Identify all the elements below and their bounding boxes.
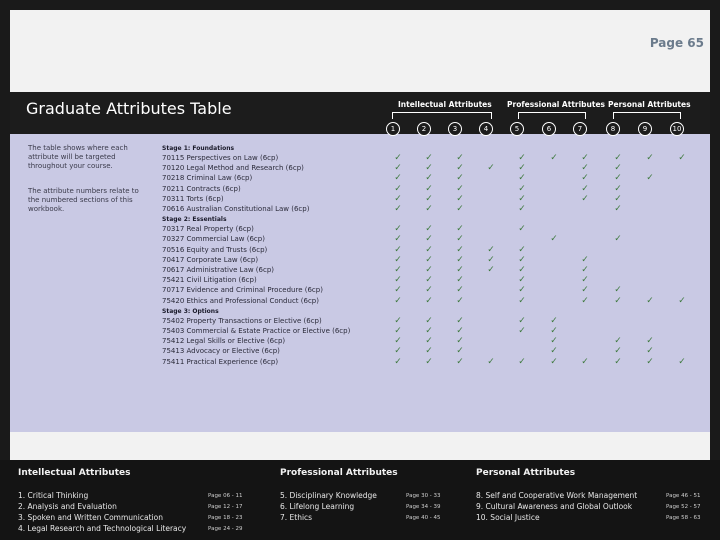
checkmark-icon: ✓	[581, 153, 589, 163]
course-label: 70417 Corporate Law (6cp)	[162, 255, 259, 264]
course-label: 75421 Civil Litigation (6cp)	[162, 276, 257, 285]
legend-heading-professional: Professional Attributes	[280, 468, 398, 478]
checkmark-icon: ✓	[425, 204, 433, 214]
checkmark-icon: ✓	[614, 183, 622, 194]
checkmark-icon: ✓	[425, 315, 433, 326]
course-label: 70120 Legal Method and Research (6cp)	[162, 164, 304, 173]
checkmark-icon: ✓	[394, 193, 402, 204]
checkmark-icon: ✓	[646, 153, 654, 163]
attribute-number-2: 2	[417, 122, 431, 136]
attribute-number-6: 6	[542, 122, 556, 136]
checkmark-icon: ✓	[518, 193, 526, 204]
checkmark-icon: ✓	[518, 183, 526, 194]
checkmark-icon: ✓	[614, 346, 622, 357]
intro-paragraph: The table shows where each attribute will be targeted throughout your course.	[28, 144, 128, 170]
checkmark-icon: ✓	[456, 183, 464, 194]
attributes-legend	[0, 460, 720, 540]
checkmark-icon: ✓	[425, 183, 433, 194]
course-label: 70327 Commercial Law (6cp)	[162, 235, 265, 244]
course-label: 75411 Practical Experience (6cp)	[162, 357, 279, 366]
checkmark-icon: ✓	[394, 173, 402, 184]
table-row	[162, 297, 692, 307]
stage-heading: Stage 1: Foundations	[162, 145, 235, 152]
attributes-table	[10, 92, 710, 432]
course-label: 70218 Criminal Law (6cp)	[162, 174, 253, 183]
legend-item: 7. Ethics	[280, 513, 313, 522]
group-bracket-professional	[518, 112, 586, 119]
legend-page-range: Page 30 - 33	[406, 493, 441, 499]
table-row	[162, 358, 692, 368]
course-label: 70311 Torts (6cp)	[162, 194, 224, 203]
checkmark-icon: ✓	[456, 173, 464, 184]
checkmark-icon: ✓	[581, 183, 589, 194]
checkmark-icon: ✓	[456, 234, 464, 245]
course-label: 70617 Administrative Law (6cp)	[162, 266, 275, 274]
checkmark-icon: ✓	[581, 356, 589, 367]
course-label: 75402 Property Transactions or Elective (6cp)	[162, 316, 322, 325]
checkmark-icon: ✓	[581, 254, 589, 265]
checkmark-icon: ✓	[487, 244, 495, 255]
table-header	[10, 92, 710, 134]
checkmark-icon: ✓	[678, 153, 686, 163]
legend-heading-intellectual: Intellectual Attributes	[18, 468, 131, 478]
checkmark-icon: ✓	[487, 356, 495, 367]
course-label: 70115 Perspectives on Law (6cp)	[162, 154, 279, 162]
attribute-number-8: 8	[606, 122, 620, 136]
checkmark-icon: ✓	[614, 153, 622, 163]
checkmark-icon: ✓	[614, 163, 622, 174]
checkmark-icon: ✓	[518, 285, 526, 296]
checkmark-icon: ✓	[646, 295, 654, 306]
checkmark-icon: ✓	[646, 346, 654, 357]
checkmark-icon: ✓	[550, 315, 558, 326]
group-bracket-personal	[613, 112, 681, 119]
checkmark-icon: ✓	[456, 204, 464, 214]
course-label: 70211 Contracts (6cp)	[162, 184, 241, 193]
checkmark-icon: ✓	[394, 295, 402, 306]
page-number: Page 65	[649, 36, 704, 50]
course-label: 70717 Evidence and Criminal Procedure (6cp)	[162, 286, 323, 295]
course-label: 75412 Legal Skills or Elective (6cp)	[162, 337, 286, 346]
checkmark-icon: ✓	[518, 356, 526, 367]
checkmark-icon: ✓	[394, 234, 402, 245]
checkmark-icon: ✓	[550, 336, 558, 347]
checkmark-icon: ✓	[518, 254, 526, 265]
checkmark-icon: ✓	[614, 204, 622, 214]
checkmark-icon: ✓	[456, 265, 464, 275]
checkmark-icon: ✓	[646, 356, 654, 367]
checkmark-icon: ✓	[425, 285, 433, 296]
checkmark-icon: ✓	[425, 224, 433, 235]
legend-page-range: Page 24 - 29	[208, 526, 243, 532]
legend-page-range: Page 58 - 63	[666, 515, 701, 521]
checkmark-icon: ✓	[425, 173, 433, 184]
checkmark-icon: ✓	[394, 326, 402, 336]
checkmark-icon: ✓	[456, 244, 464, 255]
checkmark-icon: ✓	[425, 153, 433, 163]
checkmark-icon: ✓	[425, 163, 433, 174]
attribute-number-1: 1	[386, 122, 400, 136]
checkmark-icon: ✓	[487, 163, 495, 174]
course-label: 75403 Commercial & Estate Practice or Elective (6cp)	[162, 327, 351, 335]
checkmark-icon: ✓	[425, 244, 433, 255]
checkmark-icon: ✓	[614, 285, 622, 296]
course-label: 70616 Australian Constitutional Law (6cp)	[162, 205, 310, 213]
checkmark-icon: ✓	[456, 254, 464, 265]
attribute-number-3: 3	[448, 122, 462, 136]
legend-page-range: Page 34 - 39	[406, 504, 441, 510]
course-label: 75413 Advocacy or Elective (6cp)	[162, 347, 280, 356]
checkmark-icon: ✓	[487, 254, 495, 265]
table-row	[162, 205, 692, 215]
legend-item: 10. Social Justice	[476, 513, 540, 522]
legend-page-range: Page 18 - 23	[208, 515, 243, 521]
checkmark-icon: ✓	[456, 163, 464, 174]
attribute-number-5: 5	[510, 122, 524, 136]
checkmark-icon: ✓	[425, 193, 433, 204]
legend-page-range: Page 40 - 45	[406, 515, 441, 521]
attribute-number-9: 9	[638, 122, 652, 136]
group-label-intellectual: Intellectual Attributes	[398, 100, 492, 109]
checkmark-icon: ✓	[614, 234, 622, 245]
checkmark-icon: ✓	[518, 224, 526, 235]
legend-item: 5. Disciplinary Knowledge	[280, 491, 377, 500]
stage-heading: Stage 2: Essentials	[162, 216, 227, 224]
checkmark-icon: ✓	[550, 326, 558, 336]
attribute-number-4: 4	[479, 122, 493, 136]
legend-item: 9. Cultural Awareness and Global Outlook	[476, 502, 633, 511]
legend-item: 3. Spoken and Written Communication	[18, 513, 163, 522]
checkmark-icon: ✓	[456, 315, 464, 326]
checkmark-icon: ✓	[550, 153, 558, 163]
checkmark-icon: ✓	[456, 285, 464, 296]
checkmark-icon: ✓	[456, 153, 464, 163]
course-label: 75420 Ethics and Professional Conduct (6cp)	[162, 296, 319, 305]
group-bracket-intellectual	[392, 112, 492, 119]
checkmark-icon: ✓	[518, 153, 526, 163]
workbook-page	[10, 10, 710, 460]
checkmark-icon: ✓	[394, 183, 402, 194]
legend-page-range: Page 46 - 51	[666, 493, 701, 499]
checkmark-icon: ✓	[394, 356, 402, 367]
checkmark-icon: ✓	[394, 265, 402, 275]
checkmark-icon: ✓	[518, 315, 526, 326]
checkmark-icon: ✓	[581, 275, 589, 286]
checkmark-icon: ✓	[487, 265, 495, 275]
checkmark-icon: ✓	[550, 356, 558, 367]
checkmark-icon: ✓	[394, 153, 402, 163]
checkmark-icon: ✓	[456, 224, 464, 235]
checkmark-icon: ✓	[581, 295, 589, 306]
checkmark-icon: ✓	[646, 173, 654, 184]
stage-heading: Stage 3: Options	[162, 307, 219, 315]
checkmark-icon: ✓	[394, 163, 402, 174]
checkmark-icon: ✓	[581, 163, 589, 174]
checkmark-icon: ✓	[581, 193, 589, 204]
checkmark-icon: ✓	[678, 356, 686, 367]
checkmark-icon: ✓	[550, 346, 558, 357]
checkmark-icon: ✓	[425, 326, 433, 336]
checkmark-icon: ✓	[425, 346, 433, 357]
intro-paragraph: The attribute numbers relate to the numbered sections of this workbook.	[28, 187, 139, 213]
checkmark-icon: ✓	[456, 336, 464, 347]
checkmark-icon: ✓	[614, 193, 622, 204]
legend-item: 1. Critical Thinking	[18, 491, 89, 500]
checkmark-icon: ✓	[425, 275, 433, 286]
course-label: 70317 Real Property (6cp)	[162, 225, 254, 234]
checkmark-icon: ✓	[646, 336, 654, 347]
checkmark-icon: ✓	[425, 295, 433, 306]
checkmark-icon: ✓	[518, 244, 526, 255]
checkmark-icon: ✓	[394, 346, 402, 357]
legend-item: 6. Lifelong Learning	[280, 502, 355, 511]
group-label-professional: Professional Attributes	[507, 100, 606, 109]
checkmark-icon: ✓	[425, 336, 433, 347]
checkmark-icon: ✓	[581, 173, 589, 184]
checkmark-icon: ✓	[581, 285, 589, 296]
checkmark-icon: ✓	[394, 244, 402, 255]
checkmark-icon: ✓	[394, 224, 402, 235]
legend-item: 2. Analysis and Evaluation	[18, 502, 117, 511]
checkmark-icon: ✓	[614, 295, 622, 306]
checkmark-icon: ✓	[394, 275, 402, 286]
checkmark-icon: ✓	[456, 275, 464, 286]
legend-page-range: Page 06 - 11	[208, 493, 243, 499]
legend-item: 8. Self and Cooperative Work Management	[476, 491, 638, 500]
legend-page-range: Page 52 - 57	[666, 504, 701, 510]
group-label-personal: Personal Attributes	[608, 100, 691, 109]
checkmark-icon: ✓	[614, 356, 622, 367]
checkmark-icon: ✓	[425, 265, 433, 275]
checkmark-icon: ✓	[425, 254, 433, 265]
checkmark-icon: ✓	[394, 315, 402, 326]
checkmark-icon: ✓	[394, 336, 402, 347]
checkmark-icon: ✓	[394, 285, 402, 296]
checkmark-icon: ✓	[394, 204, 402, 214]
checkmark-icon: ✓	[456, 356, 464, 367]
checkmark-icon: ✓	[581, 265, 589, 275]
checkmark-icon: ✓	[394, 254, 402, 265]
checkmark-icon: ✓	[456, 193, 464, 204]
legend-heading-personal: Personal Attributes	[476, 468, 576, 478]
attribute-number-7: 7	[573, 122, 587, 136]
checkmark-icon: ✓	[456, 346, 464, 357]
checkmark-icon: ✓	[456, 326, 464, 336]
legend-item: 4. Legal Research and Technological Literacy	[18, 524, 187, 533]
attribute-number-10: 10	[670, 122, 684, 136]
checkmark-icon: ✓	[518, 163, 526, 174]
checkmark-icon: ✓	[614, 173, 622, 184]
course-label: 70516 Equity and Trusts (6cp)	[162, 245, 268, 254]
legend-page-range: Page 12 - 17	[208, 504, 243, 510]
checkmark-icon: ✓	[456, 295, 464, 306]
checkmark-icon: ✓	[425, 234, 433, 245]
table-title: Graduate Attributes Table	[26, 99, 232, 118]
checkmark-icon: ✓	[518, 275, 526, 286]
checkmark-icon: ✓	[518, 173, 526, 184]
checkmark-icon: ✓	[550, 234, 558, 245]
checkmark-icon: ✓	[678, 295, 686, 306]
checkmark-icon: ✓	[614, 336, 622, 347]
checkmark-icon: ✓	[518, 204, 526, 214]
checkmark-icon: ✓	[425, 356, 433, 367]
checkmark-icon: ✓	[518, 265, 526, 275]
checkmark-icon: ✓	[518, 295, 526, 306]
checkmark-icon: ✓	[518, 326, 526, 336]
